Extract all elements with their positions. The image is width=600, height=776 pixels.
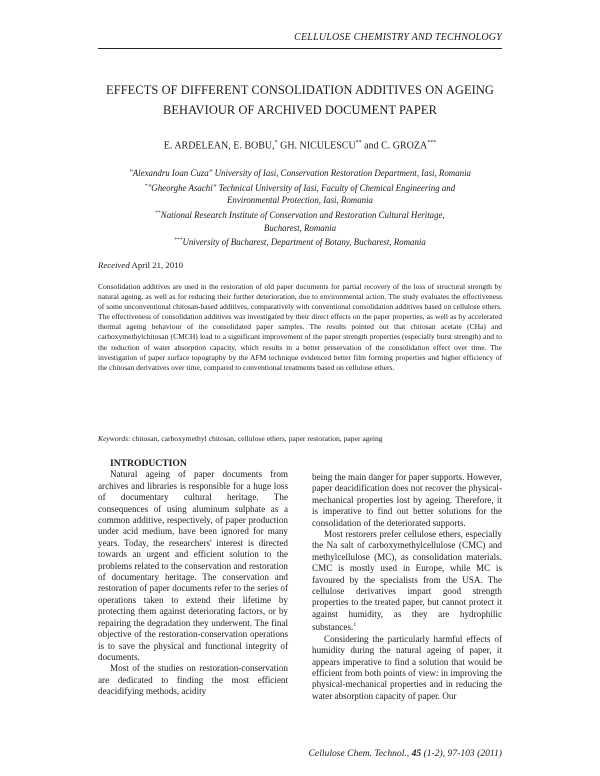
citation-ref: 1	[353, 622, 357, 629]
author-1-mark: *	[274, 140, 278, 146]
received-value: April 21, 2010	[129, 260, 184, 270]
body-paragraph: being the main danger for paper supports. However, paper deacidification does not recover the physical-mechanical properties lost by ageing. Therefore, it is imperative to find out better solutions for the consolidation of the deteriorated supports.	[312, 472, 502, 528]
journal-header: CELLULOSE CHEMISTRY AND TECHNOLOGY	[294, 32, 502, 43]
keywords	[98, 434, 502, 444]
footer-citation: Cellulose Chem. Technol., 45 (1-2), 97-103 (2011)	[308, 748, 502, 759]
received-label: Received	[98, 260, 130, 270]
author-3: and C. GROZA	[361, 140, 428, 152]
affiliation-2	[98, 180, 502, 195]
paper-title-line-2: BEHAVIOUR OF ARCHIVED DOCUMENT PAPER	[163, 103, 437, 117]
author-list	[98, 140, 502, 151]
author-2-mark: **	[355, 140, 362, 146]
body-paragraph	[312, 529, 502, 634]
affiliation-1: "Alexandru Ioan Cuza" University of Iasi, Conservation Restoration Department, Iasi, Romania	[129, 168, 471, 178]
affiliation-4-text: University of Bucharest, Department of Botany, Bucharest, Romania	[182, 237, 426, 248]
affiliation-3-mark: **	[155, 210, 161, 217]
paper-title	[98, 80, 502, 120]
affiliation-2-line-2: Environmental Protection, Iasi, Romania	[226, 195, 373, 206]
body-paragraph: Considering the particularly harmful effects of humidity during the natural ageing of paper, it appears imperative to find a solution that would be efficient from both points of view: in improving the physical-mechanical properties and in reducing the water absorption capacity of paper. Our	[312, 633, 502, 701]
header-rule	[98, 48, 502, 49]
received-date	[98, 260, 183, 270]
affiliation-3	[98, 207, 502, 222]
affiliation-3-line-1: National Research Institute of Conservation and Restoration Cultural Heritage,	[160, 210, 445, 221]
body-paragraph: Natural ageing of paper documents from archives and libraries is responsible for a huge loss of documentary cultural heritage. The consequences of using aluminum sulphate as a common additive, respectively, of paper production under acid medium, have been ignored for many years. Today, the researchers' interest is directed towards an urgent and efficient solution to the problems related to the conservation and restoration of documentary heritage. The conservation and restoration of paper documents refer to the series of operations taken to extend their lifetime by protecting them against deteriorating factors, or by repairing the degradation they underwent. The final objective of the restoration-conservation operations is to save the physical and functional integrity of documents.	[98, 469, 288, 662]
body-paragraph: Most of the studies on restoration-conservation are dedicated to finding the most efficient deacidifying methods, acidity	[98, 663, 288, 697]
abstract: Consolidation additives are used in the restoration of old paper documents for partial recovery of the loss of structural strength by natural ageing, as well as for reducing their further deterioration, due to environmental action. The study evaluates the effectiveness of some unconventional chitosan-based additives, comparatively with conventional consolidation additives based on cellulose ethers. The effectiveness of consolidation additives was investigated by their direct effects on the paper properties, as well as by accelerated thermal ageing behaviour of the consolidated paper samples. The results pointed out that chitosan acetate (CHa) and carboxymethylchitosan (CMCH) lead to a significant improvement of the paper strength properties (especially burst strength) and to the reduction of water absorption capacity, which results in a better preservation of the consolidation effect over time. The investigation of paper surface topography by the AFM technique evidenced better film forming properties and higher efficiency of the chitosan derivatives over time, compared to conventional treatments based on cellulose ethers.	[98, 282, 502, 372]
paper-title-line-1: EFFECTS OF DIFFERENT CONSOLIDATION ADDITIVES ON AGEING	[106, 83, 494, 97]
affiliation-3-line-2: Bucharest, Romania	[263, 222, 337, 233]
keywords-text: : chitosan, carboxymethyl chitosan, cellulose ethers, paper restoration, paper ageing	[128, 434, 383, 443]
keywords-label: Keywords	[98, 434, 129, 443]
footer-journal: Cellulose Chem. Technol.	[308, 748, 407, 759]
section-heading-introduction: INTRODUCTION	[110, 458, 187, 469]
body-paragraph-text: Most restorers prefer cellulose ethers, especially the Na salt of carboxymethylcellulose (CMC) and methylcellulose (MC), as consolidation materials. CMC is mostly used in Europe, while MC is favoured by the specialists from the USA. The cellulose derivatives impart good strength properties to the treated paper, but cannot protect it against humidity, as they are hydrophilic substances.	[312, 529, 502, 633]
body-column-right	[312, 472, 502, 702]
body-column-left	[98, 458, 288, 698]
affiliation-4	[98, 234, 502, 249]
footer-issue: (1-2), 97-103 (2011)	[421, 748, 502, 759]
affiliation-2-mark: *	[144, 182, 148, 189]
affiliations	[98, 167, 502, 249]
affiliation-4-mark: ***	[174, 237, 183, 244]
affiliation-2-line-1: "Gheorghe Asachi" Technical University of Iasi, Faculty of Chemical Engineering and	[147, 182, 456, 193]
author-2: GH. NICULESCU	[277, 140, 356, 152]
author-3-mark: ***	[427, 140, 437, 146]
author-1: E. ARDELEAN, E. BOBU,	[163, 140, 275, 152]
footer-volume: 45	[411, 748, 422, 759]
